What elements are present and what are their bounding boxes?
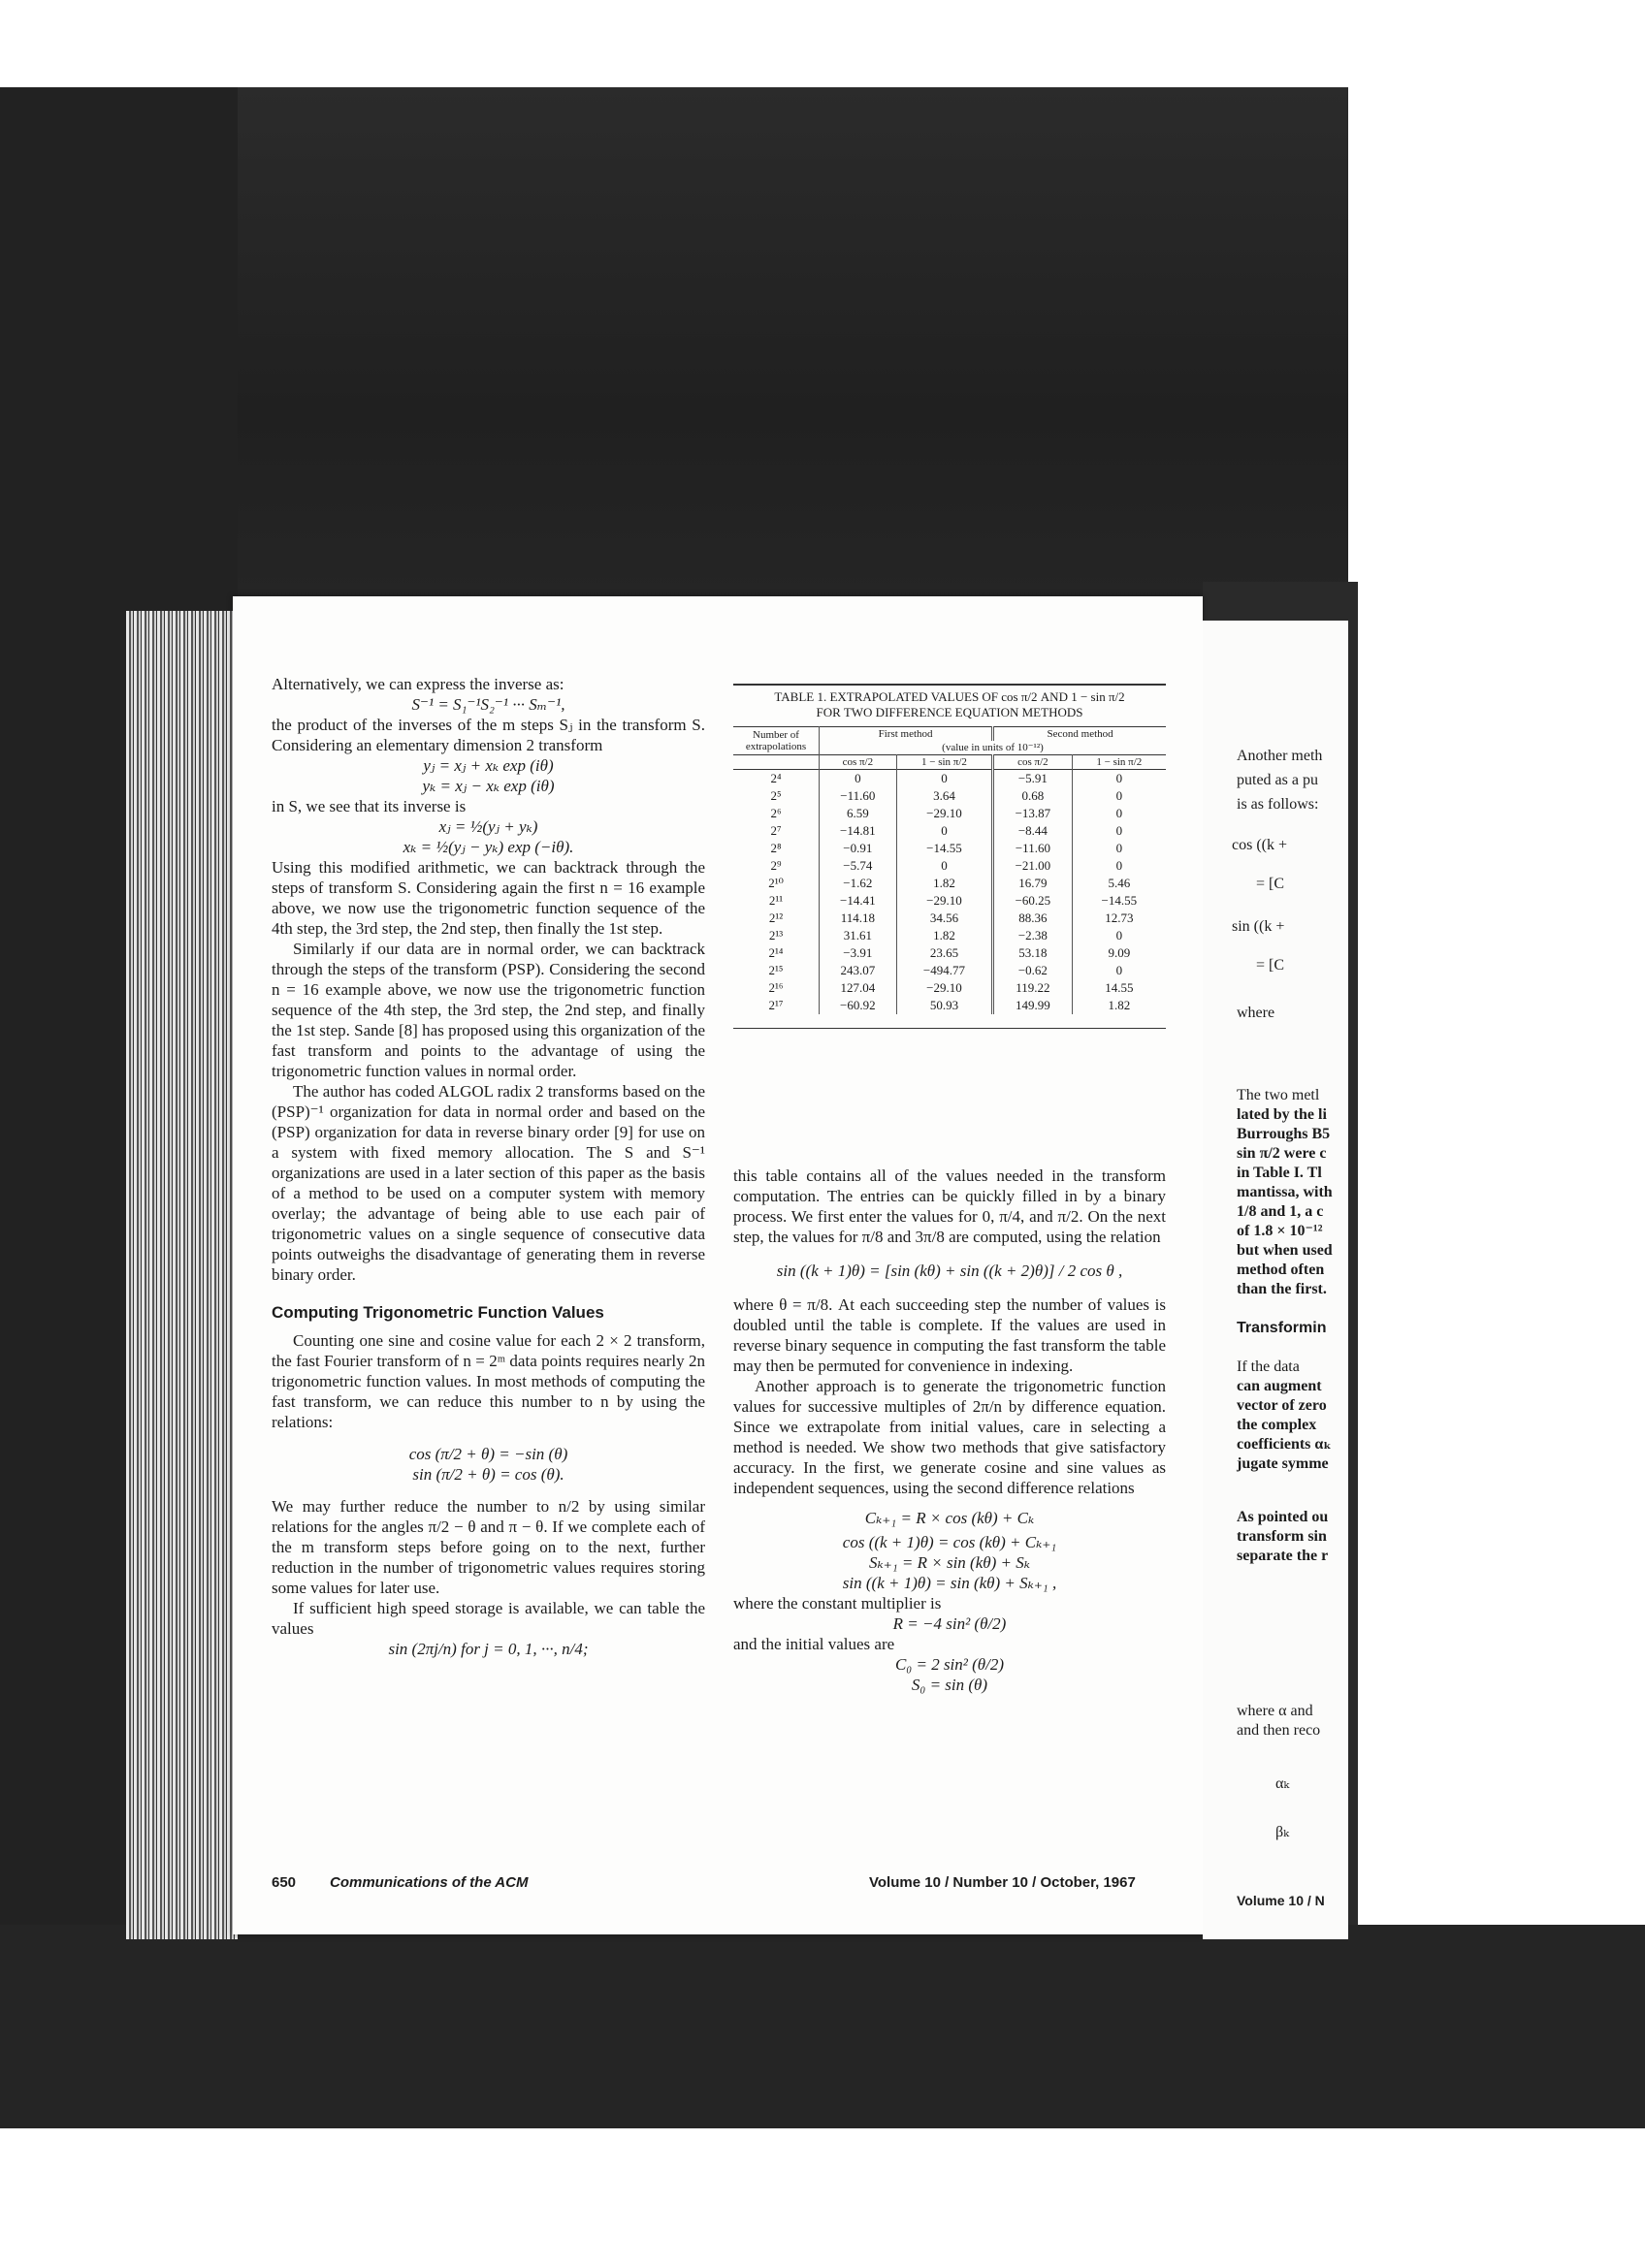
next-page-text: As pointed ou	[1237, 1509, 1329, 1525]
table-cell: 50.93	[896, 997, 992, 1014]
equation: yⱼ = xⱼ + xₖ exp (iθ)	[423, 756, 554, 775]
paragraph: Using this modified arithmetic, we can backtrack through the steps of transform S. Considering again the first n = 16 example above, we now use the trigonometric function sequence of the 4th step, the 3rd step, the 2nd step, then finally the 1st step.	[272, 858, 705, 938]
next-page-text: than the first.	[1237, 1281, 1327, 1297]
table-cell: −3.91	[820, 944, 897, 962]
equation: R = −4 sin² (θ/2)	[892, 1614, 1007, 1633]
next-page-text: 1/8 and 1, a c	[1237, 1203, 1324, 1220]
next-page-text: Volume 10 / N	[1237, 1893, 1325, 1908]
table-cell: −29.10	[896, 979, 992, 997]
table-cell: −0.91	[820, 840, 897, 857]
equation: sin ((k + 1)θ) = sin (kθ) + Sₖ₊₁ ,	[842, 1574, 1057, 1592]
next-page-text: If the data	[1237, 1358, 1300, 1375]
table-body	[733, 770, 1166, 1015]
table-cell: 0	[820, 770, 897, 788]
equation: sin (2πj/n) for j = 0, 1, ···, n/4;	[388, 1640, 589, 1658]
row-label: 2¹¹	[768, 893, 784, 908]
table-cell: 0	[1072, 787, 1166, 805]
table-cell: −11.60	[820, 787, 897, 805]
table-cell: −29.10	[896, 892, 992, 910]
next-page-text: the complex	[1237, 1417, 1317, 1433]
table-cell: 114.18	[820, 910, 897, 927]
table-cell: 0	[896, 770, 992, 788]
group-title: First method	[878, 728, 933, 740]
table-cell: 34.56	[896, 910, 992, 927]
table-cell: 53.18	[993, 944, 1072, 962]
table-cell: −5.91	[993, 770, 1072, 788]
equation: sin ((k + 1)θ) = [sin (kθ) + sin ((k + 2)θ)] / 2 cos θ ,	[776, 1262, 1123, 1280]
table-cell: 5.46	[1072, 875, 1166, 892]
table-bottom-rule	[733, 1028, 1166, 1029]
column-header: cos π/2	[820, 755, 897, 770]
table-row	[733, 875, 1166, 892]
table-cell: −5.74	[820, 857, 897, 875]
table-cell: −2.38	[993, 927, 1072, 944]
table-row	[733, 840, 1166, 857]
table-cell: 1.82	[896, 875, 992, 892]
table-cell: −21.00	[993, 857, 1072, 875]
equation: Cₖ₊₁ = R × cos (kθ) + Cₖ	[864, 1509, 1035, 1527]
row-label: 2¹⁵	[768, 963, 784, 977]
next-page-text: of 1.8 × 10⁻¹²	[1237, 1223, 1323, 1239]
volume-info: Volume 10 / Number 10 / October, 1967	[869, 1874, 1136, 1891]
paragraph: and the initial values are	[733, 1635, 895, 1653]
table-cell: 6.59	[820, 805, 897, 822]
units-note: (value in units of 10⁻¹²)	[820, 741, 1167, 755]
row-label: 2¹³	[768, 928, 784, 942]
row-label: 2⁸	[770, 841, 782, 855]
left-column	[272, 674, 705, 1659]
equation: C₀ = 2 sin² (θ/2)	[894, 1655, 1005, 1674]
equation: sin (π/2 + θ) = cos (θ).	[412, 1465, 564, 1484]
table-cell: −0.62	[993, 962, 1072, 979]
next-page-text: where	[1237, 1005, 1275, 1021]
row-label: 2⁴	[770, 771, 782, 785]
paragraph: where the constant multiplier is	[733, 1594, 942, 1613]
equation: cos (π/2 + θ) = −sin (θ)	[408, 1445, 568, 1463]
table-cell: 16.79	[993, 875, 1072, 892]
table-cell: 9.09	[1072, 944, 1166, 962]
table-cell: 0	[1072, 840, 1166, 857]
next-page-text: Burroughs B5	[1237, 1126, 1331, 1142]
table-cell: 0	[1072, 962, 1166, 979]
table-row	[733, 822, 1166, 840]
next-page-text: can augment	[1237, 1378, 1322, 1394]
table-cell: 0	[1072, 770, 1166, 788]
journal-name: Communications of the ACM	[330, 1874, 529, 1891]
paragraph: Counting one sine and cosine value for each 2 × 2 transform, the fast Fourier transform of n = 2ᵐ data points requires nearly 2n trigonometric function values. In most methods of computing the fast transform, we can reduce this number to n by using the relations:	[272, 1331, 705, 1431]
next-page-text: αₖ	[1275, 1775, 1290, 1792]
table-cell: 1.82	[1072, 997, 1166, 1014]
table-1	[733, 684, 1166, 1029]
table-cell: 0	[1072, 857, 1166, 875]
next-page-text: method often	[1237, 1262, 1325, 1278]
group-header	[993, 727, 1166, 742]
next-page-text: jugate symme	[1237, 1455, 1329, 1472]
next-page-text: cos ((k +	[1232, 837, 1288, 853]
data-table	[733, 726, 1166, 1014]
table-cell: −14.55	[1072, 892, 1166, 910]
paragraph: Another approach is to generate the trigonometric function values for successive multiples of 2π/n by difference equation. Since we extrapolate from initial values, care in selecting a method is needed. We show two methods that give satisfactory accuracy. In the first, we generate cosine and sine values as independent sequences, using the second difference relations	[733, 1377, 1166, 1497]
table-cell: −494.77	[896, 962, 992, 979]
column-header: 1 − sin π/2	[896, 755, 992, 770]
next-page-text: Another meth	[1237, 748, 1323, 764]
next-page-text: Transformin	[1237, 1320, 1327, 1336]
table-cell: 243.07	[820, 962, 897, 979]
table-cell: −60.92	[820, 997, 897, 1014]
table-cell: 149.99	[993, 997, 1072, 1014]
equation: xⱼ = ½(yⱼ + yₖ)	[438, 817, 538, 836]
next-page-text: puted as a pu	[1237, 772, 1318, 788]
table-cell: −13.87	[993, 805, 1072, 822]
table-row	[733, 997, 1166, 1014]
table-cell: −1.62	[820, 875, 897, 892]
table-cell: 3.64	[896, 787, 992, 805]
paragraph: the product of the inverses of the m steps Sⱼ in the transform S. Considering an elementary dimension 2 transform	[272, 716, 705, 754]
table-cell: −60.25	[993, 892, 1072, 910]
book-page-edges	[126, 611, 238, 1939]
paragraph: If sufficient high speed storage is available, we can table the values	[272, 1599, 705, 1638]
equation: xₖ = ½(yⱼ − yₖ) exp (−iθ).	[403, 838, 574, 856]
table-cell: 119.22	[993, 979, 1072, 997]
table-cell: 1.82	[896, 927, 992, 944]
next-page-text: lated by the li	[1237, 1106, 1327, 1123]
table-top-rule	[733, 684, 1166, 686]
row-label: 2¹⁴	[768, 945, 784, 960]
next-page-text: The two metl	[1237, 1087, 1320, 1103]
column-header: cos π/2	[993, 755, 1072, 770]
next-page-text: transform sin	[1237, 1528, 1327, 1545]
table-cell: 14.55	[1072, 979, 1166, 997]
table-cell: 31.61	[820, 927, 897, 944]
table-row	[733, 892, 1166, 910]
table-row	[733, 962, 1166, 979]
paragraph: in S, we see that its inverse is	[272, 797, 467, 815]
next-page-text: where α and	[1237, 1703, 1313, 1719]
row-label: 2⁷	[770, 823, 782, 838]
paragraph: Similarly if our data are in normal order, we can backtrack through the steps of the transform (PSP). Considering the second n = 16 example above, we now use the trigonometric function sequence of the 4th step, the 3rd step, the 2nd step, and finally the 1st step. Sande [8] has proposed using this organization of the fast transform and points to the advantage of using the trigonometric function values in normal order.	[272, 940, 705, 1080]
scan-shadow-bottom	[0, 1925, 1645, 2128]
equation: S₀ = sin (θ)	[911, 1676, 988, 1694]
table-row	[733, 910, 1166, 927]
row-label: 2¹⁶	[768, 980, 784, 995]
table-cell: 127.04	[820, 979, 897, 997]
table-row	[733, 944, 1166, 962]
equation: cos ((k + 1)θ) = cos (kθ) + Cₖ₊₁	[842, 1533, 1057, 1551]
row-header: Number of extrapolations	[745, 729, 807, 752]
paragraph: The author has coded ALGOL radix 2 transforms based on the (PSP)⁻¹ organization for data in normal order and based on the (PSP) organization for data in reverse binary order [9] for use on a system with fixed memory allocation. The S and S⁻¹ organizations are used in a later section of this paper as the basis of a method to be used on a computer system with memory overlay; the advantage of being able to use each pair of trigonometric values on a single sequence of consecutive data points outweighs the disadvantage of generating them in reverse binary order.	[272, 1082, 705, 1284]
equation-inverse: S⁻¹ = S₁⁻¹S₂⁻¹ ··· Sₘ⁻¹,	[411, 695, 565, 714]
next-page-text: in Table I. Tl	[1237, 1165, 1322, 1181]
table-caption	[733, 689, 1166, 720]
next-page-text: = [C	[1256, 876, 1285, 892]
page-number: 650	[272, 1874, 297, 1891]
table-cell: −14.41	[820, 892, 897, 910]
next-page-sliver	[1203, 621, 1348, 1939]
row-label: 2¹²	[768, 910, 784, 925]
row-label: 2⁵	[770, 788, 782, 803]
blank-header	[733, 755, 820, 770]
next-page-text: = [C	[1256, 957, 1285, 974]
table-row	[733, 857, 1166, 875]
next-page-text: vector of zero	[1237, 1397, 1327, 1414]
column-header: 1 − sin π/2	[1072, 755, 1166, 770]
next-page-text: is as follows:	[1237, 796, 1319, 813]
next-page-text: mantissa, with	[1237, 1184, 1333, 1200]
next-page-text: sin ((k +	[1232, 918, 1285, 935]
right-column	[733, 1166, 1166, 1695]
next-page-text: coefficients αₖ	[1237, 1436, 1332, 1453]
table-row	[733, 979, 1166, 997]
table-caption-line: FOR TWO DIFFERENCE EQUATION METHODS	[816, 705, 1083, 719]
table-cell: 0	[896, 822, 992, 840]
section-heading: Computing Trigonometric Function Values	[272, 1303, 604, 1322]
table-cell: −14.81	[820, 822, 897, 840]
table-row	[733, 787, 1166, 805]
equation: Sₖ₊₁ = R × sin (kθ) + Sₖ	[869, 1553, 1030, 1572]
table-cell: 0	[1072, 927, 1166, 944]
table-cell: −14.55	[896, 840, 992, 857]
paragraph: this table contains all of the values needed in the transform computation. The entries can be quickly filled in by a binary process. We first enter the values for 0, π/4, and π/2. On the next step, the values for π/8 and 3π/8 are computed, using the relation	[733, 1166, 1166, 1246]
paragraph: where θ = π/8. At each succeeding step the number of values is doubled until the table is complete. If the values are used in reverse binary sequence in computing the fast transform the table may then be permuted for convenience in indexing.	[733, 1295, 1166, 1375]
table-cell: 0.68	[993, 787, 1072, 805]
table-row	[733, 927, 1166, 944]
equation: yₖ = xⱼ − xₖ exp (iθ)	[422, 777, 555, 795]
table-cell: 0	[1072, 805, 1166, 822]
row-label: 2⁶	[770, 806, 782, 820]
table-cell: 23.65	[896, 944, 992, 962]
row-label: 2⁹	[770, 858, 782, 873]
next-page-text: βₖ	[1275, 1824, 1289, 1840]
table-cell: −29.10	[896, 805, 992, 822]
table-row	[733, 770, 1166, 788]
row-label: 2¹⁰	[768, 876, 784, 890]
table-cell: −8.44	[993, 822, 1072, 840]
group-title: Second method	[1047, 728, 1113, 740]
next-page-text: separate the r	[1237, 1548, 1329, 1564]
table-cell: 12.73	[1072, 910, 1166, 927]
table-cell: −11.60	[993, 840, 1072, 857]
table-cell: 0	[1072, 822, 1166, 840]
group-header	[820, 727, 993, 742]
table-cell: 0	[896, 857, 992, 875]
row-label: 2¹⁷	[768, 998, 784, 1012]
next-page-text: but when used	[1237, 1242, 1333, 1259]
next-page-text: and then reco	[1237, 1722, 1321, 1739]
intro-text: Alternatively, we can express the inverse as:	[272, 675, 564, 693]
table-cell: 88.36	[993, 910, 1072, 927]
journal-page	[233, 596, 1203, 1934]
paragraph: We may further reduce the number to n/2 by using similar relations for the angles π/2 − θ and π − θ. If we complete each of the m transform steps before going on to the next, further reduction in the number of trigonometric values requires storing some values for later use.	[272, 1497, 705, 1597]
next-page-text: sin π/2 were c	[1237, 1145, 1327, 1162]
table-caption-line: TABLE 1. EXTRAPOLATED VALUES OF cos π/2 AND 1 − sin π/2	[774, 689, 1125, 704]
table-row	[733, 805, 1166, 822]
